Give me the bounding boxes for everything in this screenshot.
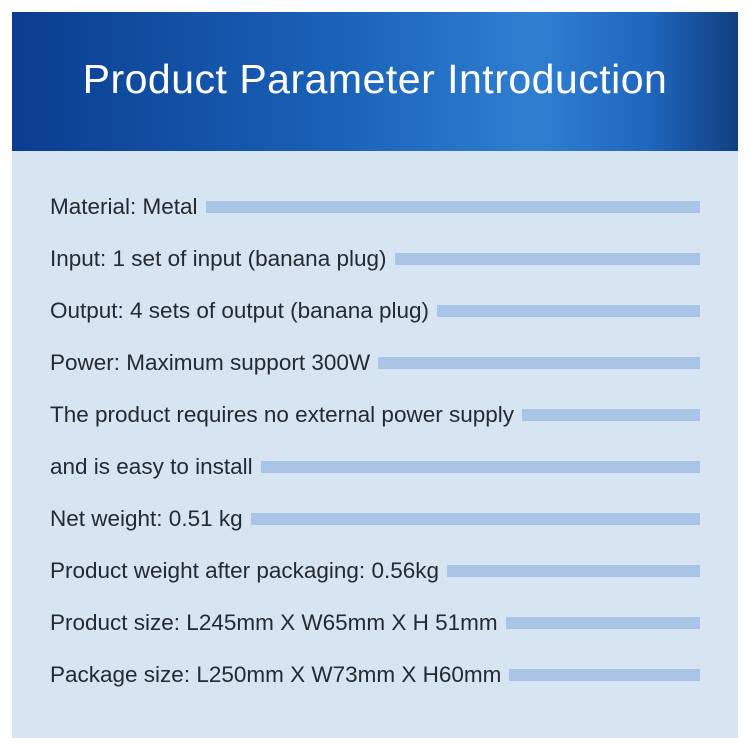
spec-label: Output: 4 sets of output (banana plug) [50,297,430,323]
page-title: Product Parameter Introduction [82,56,668,102]
spec-rule [206,201,700,213]
list-item [50,441,700,493]
list-item [50,597,700,649]
spec-rule [522,409,700,421]
spec-rule [378,357,700,369]
spec-rule [509,669,700,681]
spec-label: Power: Maximum support 300W [50,349,371,375]
list-item [50,233,700,285]
spec-rule [251,513,700,525]
spec-rule [437,305,700,317]
spec-label: Product weight after packaging: 0.56kg [50,557,439,583]
spec-label: and is easy to install [50,453,253,479]
list-item [50,545,700,597]
list-item [50,389,700,441]
list-item [50,337,700,389]
spec-rule [395,253,701,265]
list-item [50,649,700,701]
list-item [50,285,700,337]
spec-list [12,151,738,701]
page-header [12,12,738,151]
spec-label: Product size: L245mm X W65mm X H 51mm [50,609,498,635]
spec-label: The product requires no external power supply [50,401,515,427]
spec-label: Material: Metal [50,193,198,219]
list-item [50,493,700,545]
spec-label: Package size: L250mm X W73mm X H60mm [50,661,502,687]
spec-rule [447,565,700,577]
spec-rule [506,617,700,629]
spec-label: Net weight: 0.51 kg [50,505,243,531]
spec-card [12,12,738,738]
list-item [50,181,700,233]
spec-label: Input: 1 set of input (banana plug) [50,245,387,271]
spec-rule [261,461,700,473]
